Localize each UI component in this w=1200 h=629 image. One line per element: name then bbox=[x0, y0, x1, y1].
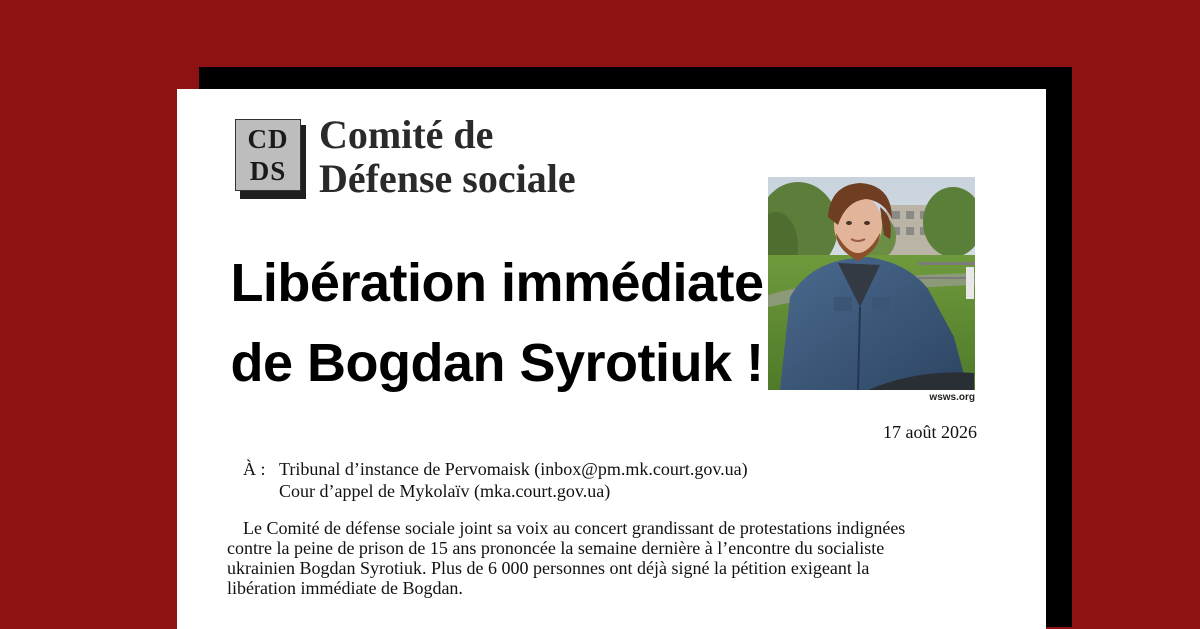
headline-line-1: Libération immédiate bbox=[230, 253, 764, 313]
headline bbox=[207, 243, 787, 403]
photo-credit: wsws.org bbox=[929, 392, 975, 403]
body-line-4: libération immédiate de Bogdan. bbox=[227, 578, 463, 598]
body-line-2: contre la peine de prison de 15 ans prononcée la semaine dernière à l’encontre du socialiste bbox=[227, 538, 885, 558]
headline-line-2: de Bogdan Syrotiuk ! bbox=[230, 333, 764, 393]
organization-line-2: Défense sociale bbox=[319, 156, 576, 201]
organization-name bbox=[319, 113, 576, 201]
logo-line-2: DS bbox=[249, 156, 287, 186]
portrait-illustration bbox=[768, 177, 975, 390]
cdds-logo bbox=[235, 119, 301, 191]
letter-date: 17 août 2026 bbox=[883, 422, 977, 442]
recipient-line-2: Cour d’appel de Mykolaïv (mka.court.gov.ua) bbox=[279, 481, 611, 501]
portrait-photo bbox=[768, 177, 975, 390]
recipient-line-1: Tribunal d’instance de Pervomaisk (inbox@pm.mk.court.gov.ua) bbox=[279, 459, 748, 479]
recipients-lines bbox=[279, 458, 748, 502]
letter-page bbox=[177, 89, 1046, 629]
body-line-3: ukrainien Bogdan Syrotiuk. Plus de 6 000 personnes ont déjà signé la pétition exigeant la bbox=[227, 558, 870, 578]
body-line-1: Le Comité de défense sociale joint sa voix au concert grandissant de protestations indignées bbox=[243, 518, 906, 538]
letter-body bbox=[227, 518, 947, 598]
organization-line-1: Comité de bbox=[319, 112, 494, 157]
recipients-label: À : bbox=[243, 459, 266, 479]
logo-line-1: CD bbox=[247, 124, 289, 154]
